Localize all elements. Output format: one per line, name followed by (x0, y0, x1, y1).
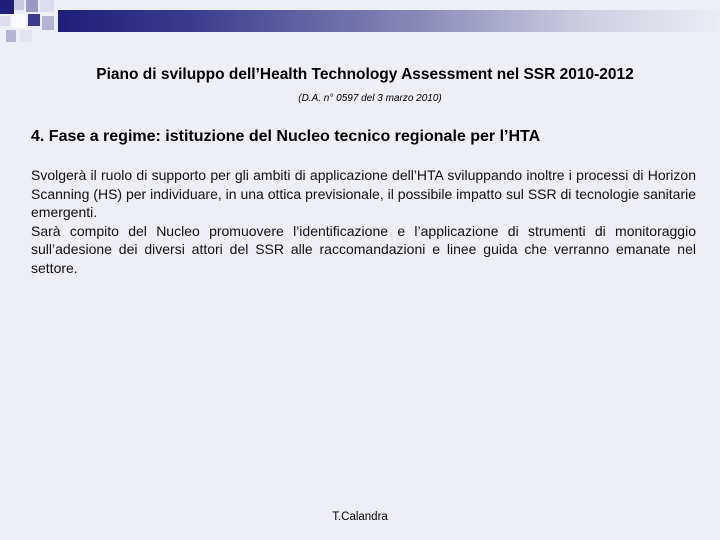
paragraph: Sarà compito del Nucleo promuovere l’identificazione e l’applicazione di strumenti di monitoraggio sull’adesione dei diversi attori del SSR alle raccomandazioni e linee guida che verranno emanate nel settore. (31, 222, 696, 276)
body-text (31, 166, 696, 278)
page-title: Piano di sviluppo dell’Health Technology Assessment nel SSR 2010-2012 (96, 66, 634, 83)
page-subtitle: (D.A. n° 0597 del 3 marzo 2010) (298, 93, 442, 104)
deco-square (28, 14, 40, 26)
header-gradient-bar (58, 10, 720, 32)
deco-square (26, 0, 38, 12)
deco-square (42, 16, 54, 30)
deco-square (12, 14, 26, 28)
footer-author: T.Calandra (332, 511, 388, 523)
deco-square (14, 0, 24, 10)
deco-square (0, 0, 14, 14)
deco-square (40, 0, 54, 12)
decorative-squares (0, 0, 60, 44)
section-heading: 4. Fase a regime: istituzione del Nucleo tecnico regionale per l’HTA (31, 128, 541, 145)
paragraph: Svolgerà il ruolo di supporto per gli ambiti di applicazione dell’HTA sviluppando inoltre i processi di Horizon Scanning (HS) per individuare, in una ottica previsionale, il possibile impatto sul SSR di tecnologie sanitarie emergenti. (31, 167, 696, 221)
deco-square (0, 16, 10, 26)
deco-square (20, 30, 32, 42)
deco-square (6, 30, 16, 42)
